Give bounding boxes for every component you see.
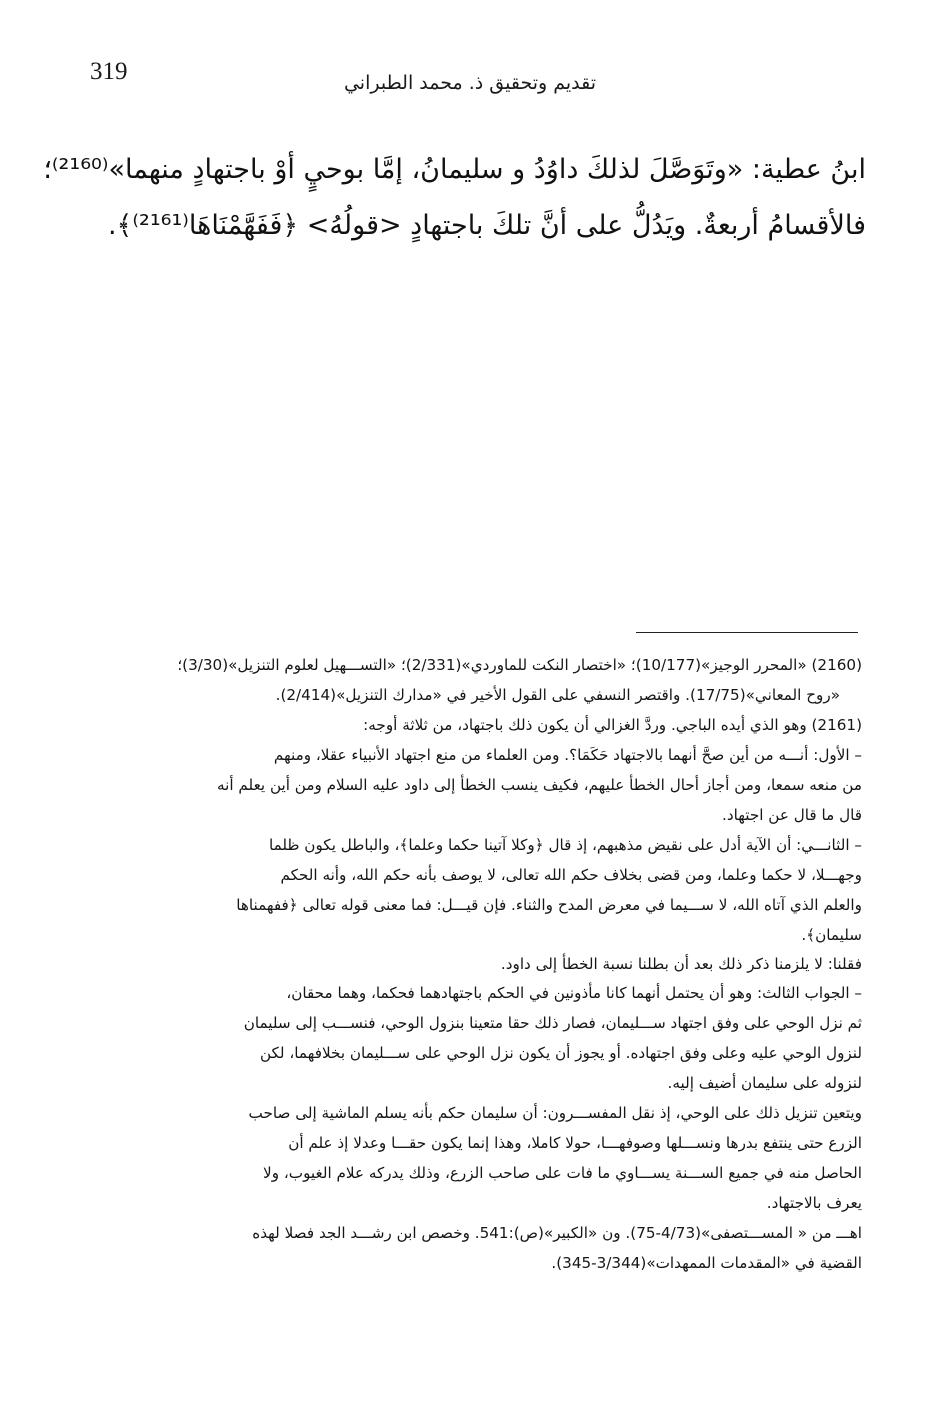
footnote-separator bbox=[636, 632, 858, 633]
footnote-2161-line: قال ما قال عن اجتهاد. bbox=[722, 806, 862, 824]
footnote-2161-line: لنزول الوحي عليه وعلى وفق اجتهاده. أو يجوز أن يكون نزل الوحي على ســـليمان بخلافهما، لكن bbox=[259, 1044, 862, 1062]
footnote-2161-line: والعلم الذي آتاه الله، لا ســـيما في معرض المدح والثناء. فإن قيـــل: فما معنى قوله تعالى ﴿ففهمناها bbox=[236, 896, 862, 914]
footnote-2161-line: – الثانـــي: أن الآية أدل على نقيض مذهبهم، إذ قال ﴿وكلا آتينا حكما وعلما﴾، والباطل يكون ظلما bbox=[268, 836, 862, 854]
page-number: 319 bbox=[90, 58, 128, 85]
footnote-2161-line: فقلنا: لا يلزمنا ذكر ذلك بعد أن بطلنا نسبة الخطأ إلى داود. bbox=[500, 955, 862, 973]
running-title: تقديم وتحقيق ذ. محمد الطبراني bbox=[343, 72, 597, 94]
footnote-2160-line: «روح المعاني»(17/75). واقتصر النسفي على القول الأخير في «مدارك التنزيل»(2/414). bbox=[275, 686, 840, 704]
footnote-2161-line: من منعه سمعا، ومن أجاز أحال الخطأ عليهم، فكيف ينسب الخطأ إلى داود عليه السلام ومن أين يعلم أنه bbox=[217, 776, 862, 794]
footnote-2161-line: – الجواب الثالث: وهو أن يحتمل أنهما كانا مأذونين في الحكم باجتهادهما فحكما، وهما محقان، bbox=[286, 984, 862, 1002]
footnote-2161-line: ثم نزل الوحي على وفق اجتهاد ســـليمان، فصار ذلك حقا متعينا بنزول الوحي، فنســـب إلى سليمان bbox=[243, 1014, 862, 1032]
footnote-2161-line: الزرع حتى ينتفع بدرها ونســـلها وصوفهـــا، حولا كاملا، وهذا إنما يكون حقـــا وعدلا إذ علم أن bbox=[288, 1134, 862, 1152]
footnote-2161-line: الحاصل منه في جميع الســـنة يســـاوي ما فات على صاحب الزرع، وذلك يدركه علام الغيوب، ولا bbox=[263, 1164, 862, 1182]
footnote-2161-line: سليمان﴾. bbox=[801, 926, 862, 944]
footnote-2161-line: القضية في «المقدمات الممهدات»(3/344-345). bbox=[551, 1254, 862, 1272]
footnote-2161-line: لنزوله على سليمان أضيف إليه. bbox=[667, 1074, 862, 1092]
footnote-2161-line: وجهـــلا، لا حكما وعلما، ومن قضى بخلاف حكم الله تعالى، لا يوصف بأنه حكم الله، وأنه الحكم bbox=[280, 866, 862, 884]
footnote-2161-line: يعرف بالاجتهاد. bbox=[766, 1194, 862, 1212]
main-text-line: فالأقسامُ أربعةٌ. ويَدُلُّ على أنَّ تلكَ باجتهادٍ <قولُهُ> ﴿فَفَهَّمْنَاهَا⁽²¹⁶¹⁾﴾. bbox=[107, 210, 866, 241]
footnote-2161-line: – الأول: أنـــه من أين صحَّ أنهما بالاجتهاد حَكَمَا؟. ومن العلماء من منع اجتهاد الأنبياء عقلا، ومنهم bbox=[273, 746, 862, 764]
footnotes bbox=[92, 650, 862, 1278]
footnote-2160-line: (2160) «المحرر الوجيز»(10/177)؛ «اختصار النكت للماوردي»(2/331)؛ «التســـهيل لعلوم التنزيل»(3/30)؛ bbox=[177, 656, 862, 674]
footnote-2161-line: ويتعين تنزيل ذلك على الوحي، إذ نقل المفســـرون: أن سليمان حكم بأنه يسلم الماشية إلى صاحب bbox=[248, 1104, 862, 1122]
footnote-2161-line: اهـــ من « المســـتصفى»(4/73-75). ون «الكبير»(ص):541. وخصص ابن رشـــد الجد فصلا لهذه bbox=[252, 1224, 862, 1242]
footnote-2161-line: (2161) وهو الذي أيده الباجي. وردَّ الغزالي أن يكون ذلك باجتهاد، من ثلاثة أوجه: bbox=[363, 716, 862, 734]
main-text bbox=[43, 142, 866, 254]
main-text-line: ابنُ عطية: «وتَوَصَّلَ لذلكَ داوُدُ و سليمانُ، إمَّا بوحيٍ أوْ باجتهادٍ منهما»⁽²¹⁶⁰⁾؛ bbox=[43, 154, 866, 185]
